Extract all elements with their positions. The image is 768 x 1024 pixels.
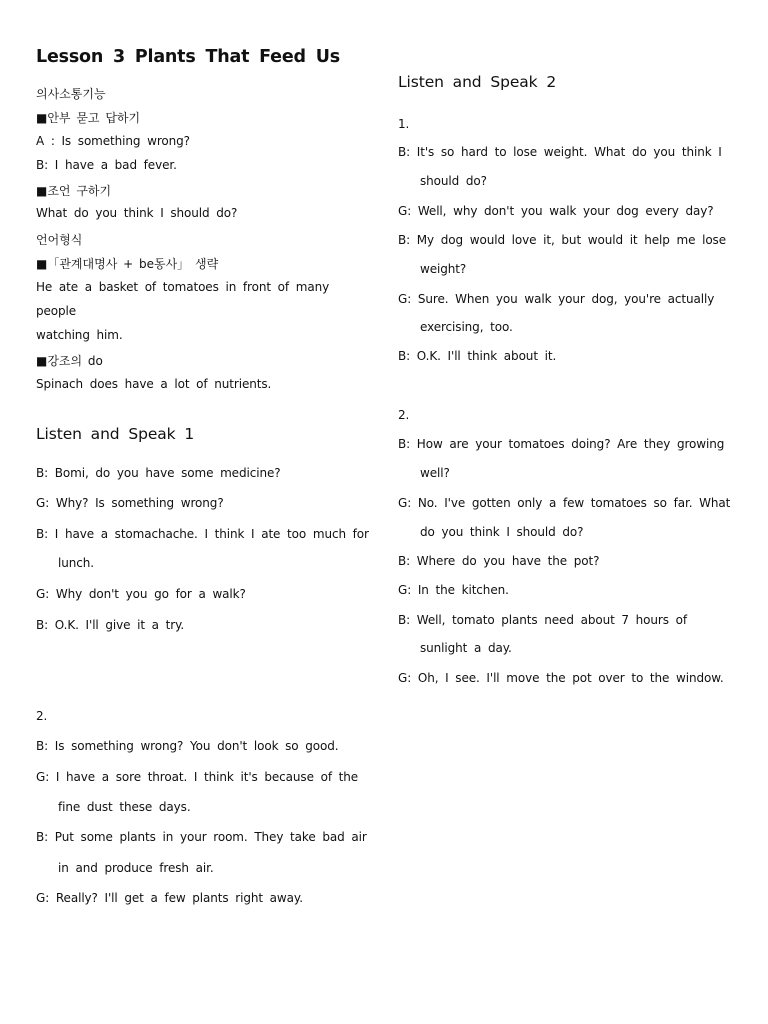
dialogue-line: G: In the kitchen.	[398, 583, 509, 597]
example-line: people	[36, 304, 77, 318]
dialogue-line: fine dust these days.	[58, 800, 191, 814]
dialogue-line: B: Where do you have the pot?	[398, 554, 600, 568]
dialogue-line: B: How are your tomatoes doing? Are they growing	[398, 437, 725, 451]
dialogue-line: G: Why don't you go for a walk?	[36, 587, 246, 601]
dialogue-line: B: O.K. I'll give it a try.	[36, 618, 185, 632]
dialogue-line: B: Put some plants in your room. They take bad air	[36, 830, 367, 844]
section-label: ■안부 묻고 답하기	[36, 111, 141, 125]
dialogue-line: G: No. I've gotten only a few tomatoes so far. What	[398, 496, 731, 510]
section-label: ■조언 구하기	[36, 184, 112, 198]
dialogue-line: well?	[420, 466, 450, 480]
example-line: What do you think I should do?	[36, 206, 238, 220]
example-line: A : Is something wrong?	[36, 134, 190, 148]
dialogue-line: G: Sure. When you walk your dog, you're actually	[398, 292, 715, 306]
example-line: Spinach does have a lot of nutrients.	[36, 377, 272, 391]
dialogue-line: B: I have a stomachache. I think I ate too much for	[36, 527, 369, 541]
section-heading-listen-speak-2: Listen and Speak 2	[398, 73, 557, 91]
dialogue-line: B: Well, tomato plants need about 7 hours of	[398, 613, 687, 627]
example-line: watching him.	[36, 328, 123, 342]
section-heading-listen-speak-1: Listen and Speak 1	[36, 425, 195, 443]
dialogue-line: G: Well, why don't you walk your dog every day?	[398, 204, 714, 218]
dialogue-line: B: Is something wrong? You don't look so good.	[36, 739, 339, 753]
dialogue-line: do you think I should do?	[420, 525, 584, 539]
dialogue-line: in and produce fresh air.	[58, 861, 214, 875]
dialogue-line: G: Why? Is something wrong?	[36, 496, 224, 510]
dialogue-line: weight?	[420, 262, 467, 276]
dialogue-line: exercising, too.	[420, 320, 513, 334]
dialogue-line: B: It's so hard to lose weight. What do you think I	[398, 145, 722, 159]
dialogue-line: B: My dog would love it, but would it help me lose	[398, 233, 726, 247]
example-line: B: I have a bad fever.	[36, 158, 177, 172]
dialogue-line: sunlight a day.	[420, 641, 512, 655]
page-title: Lesson 3 Plants That Feed Us	[36, 47, 340, 67]
dialogue-line: G: I have a sore throat. I think it's because of the	[36, 770, 359, 784]
dialogue-number: 2.	[398, 408, 410, 422]
section-label: ■강조의 do	[36, 354, 103, 368]
dialogue-line: G: Really? I'll get a few plants right away.	[36, 891, 303, 905]
dialogue-line: G: Oh, I see. I'll move the pot over to the window.	[398, 671, 724, 685]
dialogue-line: B: O.K. I'll think about it.	[398, 349, 557, 363]
dialogue-line: B: Bomi, do you have some medicine?	[36, 466, 281, 480]
dialogue-number: 1.	[398, 117, 410, 131]
dialogue-line: should do?	[420, 174, 487, 188]
example-line: He ate a basket of tomatoes in front of many	[36, 280, 330, 294]
communication-function-label: 의사소통기능	[36, 87, 106, 101]
dialogue-number: 2.	[36, 709, 48, 723]
section-label: ■「관계대명사 + be동사」 생략	[36, 257, 219, 271]
language-form-label: 언어형식	[36, 233, 83, 247]
dialogue-line: lunch.	[58, 556, 94, 570]
